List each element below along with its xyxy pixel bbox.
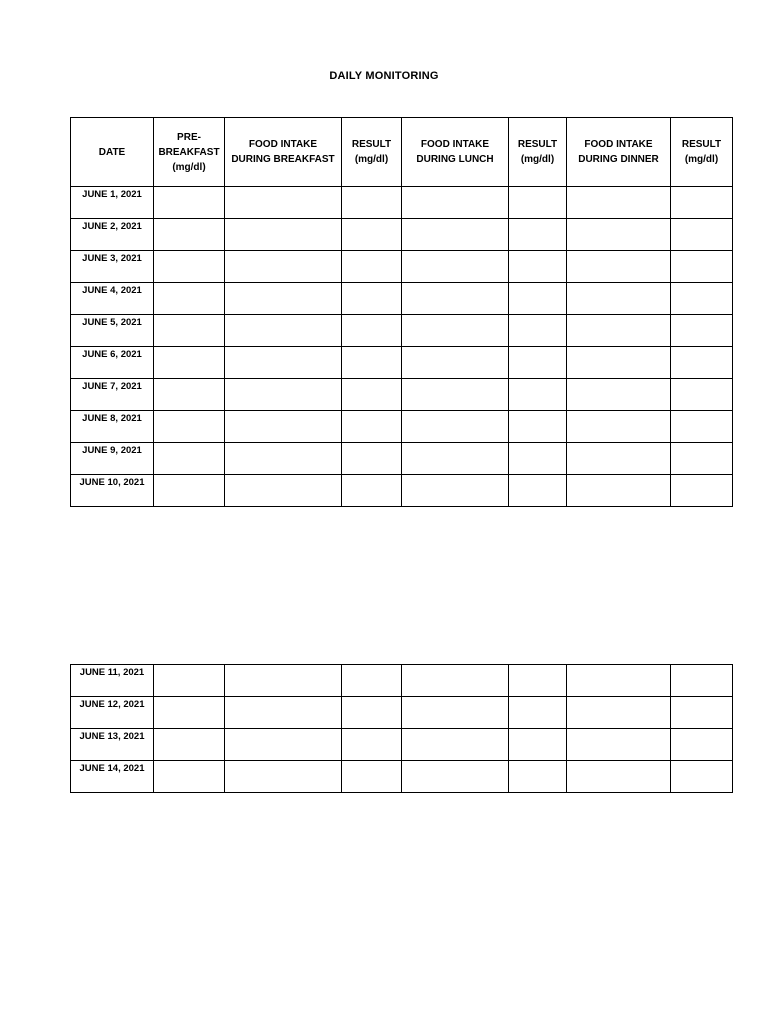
entry-cell-food-dinner[interactable] bbox=[567, 251, 671, 283]
table-row bbox=[71, 219, 733, 251]
entry-cell-result-breakfast[interactable] bbox=[342, 283, 402, 315]
entry-cell-food-breakfast[interactable] bbox=[225, 219, 342, 251]
column-header-date: DATE bbox=[71, 118, 154, 187]
entry-cell-food-breakfast[interactable] bbox=[225, 315, 342, 347]
entry-cell-result-dinner[interactable] bbox=[671, 187, 733, 219]
entry-cell-result-breakfast[interactable] bbox=[342, 665, 402, 697]
entry-cell-result-dinner[interactable] bbox=[671, 251, 733, 283]
entry-cell-result-dinner[interactable] bbox=[671, 697, 733, 729]
entry-cell-result-breakfast[interactable] bbox=[342, 251, 402, 283]
date-cell: JUNE 2, 2021 bbox=[71, 219, 154, 251]
date-cell: JUNE 1, 2021 bbox=[71, 187, 154, 219]
entry-cell-food-lunch[interactable] bbox=[402, 443, 509, 475]
table-row bbox=[71, 443, 733, 475]
entry-cell-pre-breakfast[interactable] bbox=[154, 347, 225, 379]
table-row bbox=[71, 697, 733, 729]
entry-cell-result-lunch[interactable] bbox=[509, 761, 567, 793]
entry-cell-food-breakfast[interactable] bbox=[225, 475, 342, 507]
entry-cell-food-dinner[interactable] bbox=[567, 697, 671, 729]
entry-cell-result-breakfast[interactable] bbox=[342, 187, 402, 219]
entry-cell-food-lunch[interactable] bbox=[402, 697, 509, 729]
entry-cell-food-dinner[interactable] bbox=[567, 761, 671, 793]
entry-cell-food-dinner[interactable] bbox=[567, 219, 671, 251]
entry-cell-result-lunch[interactable] bbox=[509, 251, 567, 283]
entry-cell-result-dinner[interactable] bbox=[671, 315, 733, 347]
table-row bbox=[71, 347, 733, 379]
entry-cell-result-breakfast[interactable] bbox=[342, 219, 402, 251]
entry-cell-food-dinner[interactable] bbox=[567, 665, 671, 697]
entry-cell-result-dinner[interactable] bbox=[671, 219, 733, 251]
entry-cell-food-lunch[interactable] bbox=[402, 219, 509, 251]
entry-cell-food-breakfast[interactable] bbox=[225, 411, 342, 443]
entry-cell-result-breakfast[interactable] bbox=[342, 347, 402, 379]
entry-cell-result-dinner[interactable] bbox=[671, 379, 733, 411]
entry-cell-food-dinner[interactable] bbox=[567, 283, 671, 315]
entry-cell-food-lunch[interactable] bbox=[402, 379, 509, 411]
entry-cell-result-lunch[interactable] bbox=[509, 411, 567, 443]
entry-cell-result-breakfast[interactable] bbox=[342, 315, 402, 347]
entry-cell-pre-breakfast[interactable] bbox=[154, 219, 225, 251]
monitoring-table bbox=[70, 117, 733, 507]
entry-cell-food-dinner[interactable] bbox=[567, 347, 671, 379]
entry-cell-pre-breakfast[interactable] bbox=[154, 475, 225, 507]
entry-cell-food-lunch[interactable] bbox=[402, 665, 509, 697]
date-cell: JUNE 11, 2021 bbox=[71, 665, 154, 697]
header-row bbox=[71, 118, 733, 187]
entry-cell-pre-breakfast[interactable] bbox=[154, 187, 225, 219]
column-header-food-breakfast: FOOD INTAKE DURING BREAKFAST bbox=[225, 118, 342, 187]
entry-cell-food-lunch[interactable] bbox=[402, 251, 509, 283]
entry-cell-food-breakfast[interactable] bbox=[225, 283, 342, 315]
date-cell: JUNE 6, 2021 bbox=[71, 347, 154, 379]
entry-cell-result-lunch[interactable] bbox=[509, 443, 567, 475]
entry-cell-pre-breakfast[interactable] bbox=[154, 283, 225, 315]
table-row bbox=[71, 379, 733, 411]
entry-cell-result-breakfast[interactable] bbox=[342, 411, 402, 443]
column-header-result-breakfast: RESULT (mg/dl) bbox=[342, 118, 402, 187]
entry-cell-result-breakfast[interactable] bbox=[342, 379, 402, 411]
date-cell: JUNE 5, 2021 bbox=[71, 315, 154, 347]
entry-cell-result-breakfast[interactable] bbox=[342, 443, 402, 475]
table-row bbox=[71, 283, 733, 315]
entry-cell-result-breakfast[interactable] bbox=[342, 697, 402, 729]
entry-cell-food-dinner[interactable] bbox=[567, 379, 671, 411]
date-cell: JUNE 9, 2021 bbox=[71, 443, 154, 475]
entry-cell-result-lunch[interactable] bbox=[509, 475, 567, 507]
entry-cell-food-dinner[interactable] bbox=[567, 187, 671, 219]
entry-cell-food-dinner[interactable] bbox=[567, 729, 671, 761]
entry-cell-result-dinner[interactable] bbox=[671, 411, 733, 443]
entry-cell-result-dinner[interactable] bbox=[671, 347, 733, 379]
table-row bbox=[71, 729, 733, 761]
entry-cell-pre-breakfast[interactable] bbox=[154, 665, 225, 697]
date-cell: JUNE 7, 2021 bbox=[71, 379, 154, 411]
entry-cell-result-dinner[interactable] bbox=[671, 283, 733, 315]
entry-cell-food-breakfast[interactable] bbox=[225, 379, 342, 411]
entry-cell-food-lunch[interactable] bbox=[402, 761, 509, 793]
entry-cell-pre-breakfast[interactable] bbox=[154, 379, 225, 411]
entry-cell-food-dinner[interactable] bbox=[567, 411, 671, 443]
entry-cell-result-breakfast[interactable] bbox=[342, 761, 402, 793]
page-title: DAILY MONITORING bbox=[329, 70, 439, 82]
entry-cell-food-lunch[interactable] bbox=[402, 347, 509, 379]
entry-cell-result-lunch[interactable] bbox=[509, 379, 567, 411]
entry-cell-food-breakfast[interactable] bbox=[225, 251, 342, 283]
entry-cell-result-dinner[interactable] bbox=[671, 475, 733, 507]
entry-cell-pre-breakfast[interactable] bbox=[154, 729, 225, 761]
date-cell: JUNE 12, 2021 bbox=[71, 697, 154, 729]
entry-cell-food-lunch[interactable] bbox=[402, 729, 509, 761]
entry-cell-result-dinner[interactable] bbox=[671, 761, 733, 793]
entry-cell-result-lunch[interactable] bbox=[509, 729, 567, 761]
column-header-result-lunch: RESULT (mg/dl) bbox=[509, 118, 567, 187]
entry-cell-result-breakfast[interactable] bbox=[342, 729, 402, 761]
entry-cell-food-dinner[interactable] bbox=[567, 443, 671, 475]
date-cell: JUNE 8, 2021 bbox=[71, 411, 154, 443]
entry-cell-pre-breakfast[interactable] bbox=[154, 411, 225, 443]
table-row bbox=[71, 251, 733, 283]
entry-cell-result-dinner[interactable] bbox=[671, 443, 733, 475]
entry-cell-result-lunch[interactable] bbox=[509, 697, 567, 729]
table-row bbox=[71, 761, 733, 793]
entry-cell-result-lunch[interactable] bbox=[509, 283, 567, 315]
entry-cell-pre-breakfast[interactable] bbox=[154, 251, 225, 283]
column-header-result-dinner: RESULT (mg/dl) bbox=[671, 118, 733, 187]
table-row bbox=[71, 475, 733, 507]
entry-cell-food-lunch[interactable] bbox=[402, 283, 509, 315]
column-header-food-lunch: FOOD INTAKE DURING LUNCH bbox=[402, 118, 509, 187]
entry-cell-food-lunch[interactable] bbox=[402, 411, 509, 443]
entry-cell-food-breakfast[interactable] bbox=[225, 187, 342, 219]
date-cell: JUNE 10, 2021 bbox=[71, 475, 154, 507]
column-header-food-dinner: FOOD INTAKE DURING DINNER bbox=[567, 118, 671, 187]
date-cell: JUNE 14, 2021 bbox=[71, 761, 154, 793]
table-row bbox=[71, 411, 733, 443]
table-row bbox=[71, 187, 733, 219]
entry-cell-result-lunch[interactable] bbox=[509, 187, 567, 219]
date-cell: JUNE 3, 2021 bbox=[71, 251, 154, 283]
entry-cell-food-breakfast[interactable] bbox=[225, 729, 342, 761]
entry-cell-food-breakfast[interactable] bbox=[225, 443, 342, 475]
entry-cell-result-breakfast[interactable] bbox=[342, 475, 402, 507]
entry-cell-pre-breakfast[interactable] bbox=[154, 697, 225, 729]
entry-cell-food-breakfast[interactable] bbox=[225, 665, 342, 697]
entry-cell-food-lunch[interactable] bbox=[402, 187, 509, 219]
column-header-pre-breakfast: PRE- BREAKFAST (mg/dl) bbox=[154, 118, 225, 187]
entry-cell-pre-breakfast[interactable] bbox=[154, 443, 225, 475]
date-cell: JUNE 4, 2021 bbox=[71, 283, 154, 315]
entry-cell-result-lunch[interactable] bbox=[509, 315, 567, 347]
entry-cell-food-dinner[interactable] bbox=[567, 475, 671, 507]
entry-cell-food-dinner[interactable] bbox=[567, 315, 671, 347]
entry-cell-result-dinner[interactable] bbox=[671, 729, 733, 761]
entry-cell-food-breakfast[interactable] bbox=[225, 347, 342, 379]
entry-cell-food-breakfast[interactable] bbox=[225, 761, 342, 793]
table-row bbox=[71, 665, 733, 697]
entry-cell-result-dinner[interactable] bbox=[671, 665, 733, 697]
entry-cell-food-breakfast[interactable] bbox=[225, 697, 342, 729]
entry-cell-food-lunch[interactable] bbox=[402, 475, 509, 507]
entry-cell-result-lunch[interactable] bbox=[509, 219, 567, 251]
date-cell: JUNE 13, 2021 bbox=[71, 729, 154, 761]
monitoring-table-continued bbox=[70, 664, 733, 793]
entry-cell-result-lunch[interactable] bbox=[509, 665, 567, 697]
entry-cell-pre-breakfast[interactable] bbox=[154, 315, 225, 347]
entry-cell-food-lunch[interactable] bbox=[402, 315, 509, 347]
table-row bbox=[71, 315, 733, 347]
entry-cell-result-lunch[interactable] bbox=[509, 347, 567, 379]
entry-cell-pre-breakfast[interactable] bbox=[154, 761, 225, 793]
